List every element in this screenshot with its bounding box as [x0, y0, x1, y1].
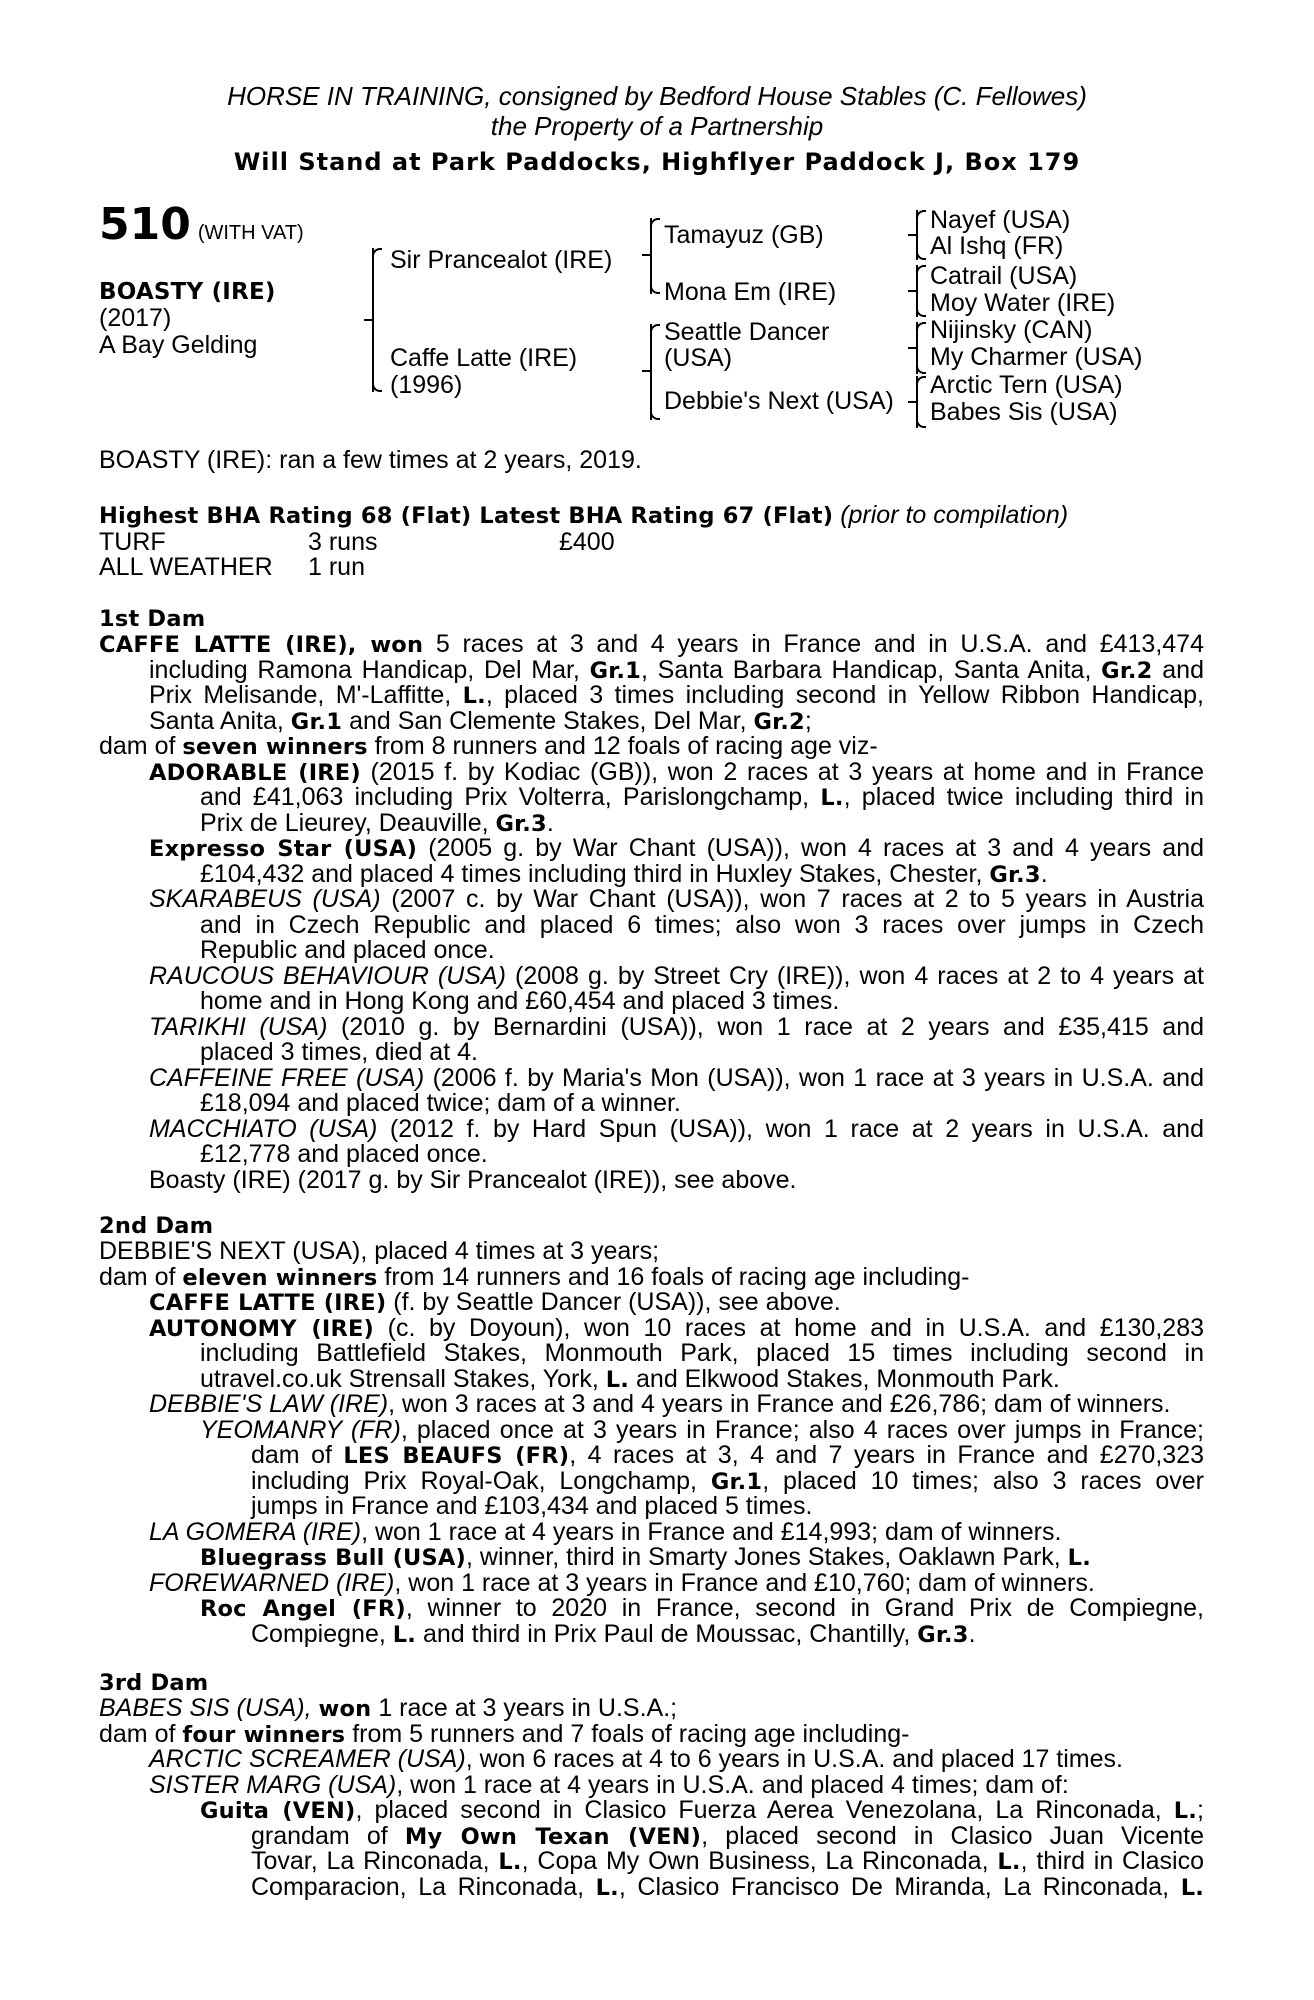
- offspring-line: [149, 1392, 1204, 1418]
- text-run: L.: [1067, 1545, 1091, 1571]
- first-dam-heading: 1st Dam: [99, 606, 206, 632]
- g-brace-3: [916, 322, 918, 374]
- dam-sire: Seattle Dancer: [664, 318, 830, 346]
- text-run: YEOMANRY (FR): [200, 1415, 401, 1444]
- text-run: Santa Anita,: [149, 706, 291, 735]
- text-run: , placed second in Clasico Fuerza Aerea Venezolana, La Rinconada,: [355, 1796, 1174, 1824]
- text-run: , third in Clasico: [1020, 1847, 1204, 1875]
- text-run: utravel.co.uk Strensall Stakes, York,: [200, 1364, 606, 1393]
- offspring-line: [251, 1494, 1204, 1520]
- text-run: £12,778 and placed once.: [200, 1140, 488, 1168]
- text-run: , Clasico Francisco De Miranda, La Rinconada,: [618, 1872, 1181, 1901]
- offspring-line: [149, 1012, 1205, 1041]
- property-line: the Property of a Partnership: [490, 111, 824, 141]
- text-run: DEBBIE'S NEXT (USA), placed 4 times at 3 years;: [99, 1237, 660, 1265]
- offspring-line: [200, 938, 1204, 964]
- offspring-line: [200, 1091, 1204, 1117]
- text-run: (f. by Seattle Dancer (USA)), see above.: [386, 1288, 841, 1316]
- text-run: , placed once at 3 years in France; also 4 races over jumps in France;: [400, 1415, 1204, 1444]
- offspring-line: [149, 1063, 1204, 1092]
- dam-year: (1996): [390, 371, 463, 399]
- offspring-line: [149, 1770, 1204, 1799]
- text-run: Gr.3: [495, 810, 547, 837]
- ratings-text: Highest BHA Rating 68 (Flat) Latest BHA Rating 67 (Flat): [99, 503, 834, 529]
- brace-notch: [908, 234, 916, 236]
- offspring-line: [200, 1415, 1204, 1444]
- text-run: .: [1040, 859, 1048, 888]
- lot-number: 510: [99, 199, 191, 250]
- g-brace-4: [916, 376, 918, 428]
- grandparent-4: Moy Water (IRE): [930, 289, 1116, 317]
- text-run: £104,432 and placed 4 times including third in Huxley Stakes, Chester,: [200, 859, 990, 888]
- text-run: Gr.2: [753, 708, 805, 735]
- text-run: (2010 g. by Bernardini (USA)), won 1 race at 2 years and £35,415 and: [327, 1012, 1205, 1041]
- text-run: Gr.1: [589, 657, 641, 684]
- text-run: AUTONOMY (IRE): [149, 1315, 375, 1342]
- text-run: L.: [820, 785, 844, 811]
- text-run: RAUCOUS BEHAVIOUR (USA): [149, 961, 506, 990]
- text-run: (c. by Doyoun), won 10 races at home and in U.S.A. and £130,283: [374, 1313, 1204, 1342]
- turf-label: TURF: [99, 528, 166, 556]
- text-run: jumps in France and £103,434 and placed 5 times.: [251, 1492, 813, 1520]
- aw-label: ALL WEATHER: [99, 553, 273, 581]
- sire-sire: Tamayuz (GB): [664, 221, 824, 249]
- text-run: dam of: [251, 1441, 344, 1469]
- grandparent-2: Al Ishq (FR): [930, 232, 1064, 260]
- text-run: , Copa My Own Business, La Rinconada,: [521, 1847, 998, 1875]
- dam-dam: Debbie's Next (USA): [664, 387, 894, 415]
- text-run: Prix de Lieurey, Deauville,: [200, 808, 496, 837]
- location-line: Will Stand at Park Paddocks, Highflyer Paddock J, Box 179: [233, 148, 1081, 176]
- text-run: Tovar, La Rinconada,: [251, 1847, 499, 1875]
- text-run: MACCHIATO (USA): [149, 1114, 378, 1143]
- offspring-line: [251, 1872, 1204, 1902]
- text-run: Gr.1: [710, 1468, 763, 1495]
- offspring-line: [149, 961, 1204, 990]
- text-run: from 5 runners and 7 foals of racing age including-: [345, 1719, 910, 1748]
- text-run: Expresso Star (USA): [149, 836, 418, 862]
- offspring-line: [149, 1114, 1204, 1143]
- text-run: L.: [605, 1366, 630, 1393]
- text-run: Prix Melisande, M'-Laffitte,: [149, 681, 463, 709]
- lot-number-block: [99, 199, 304, 250]
- horse-description: A Bay Gelding: [99, 331, 258, 359]
- sire-dam-brace: [372, 248, 374, 392]
- offspring-line: [149, 887, 1204, 913]
- text-run: placed 3 times, died at 4.: [200, 1038, 478, 1066]
- grandparent-3: Catrail (USA): [930, 262, 1078, 290]
- text-run: 1 race at 3 years in U.S.A.;: [371, 1694, 678, 1722]
- brace-notch: [364, 319, 372, 321]
- text-run: , won 1 race at 4 years in France and £14,993; dam of winners.: [361, 1517, 1062, 1546]
- text-run: including Battlefield Stakes, Monmouth Park, placed 15 times including second in: [200, 1339, 1204, 1367]
- sire: Sir Prancealot (IRE): [390, 246, 613, 274]
- text-run: L.: [595, 1874, 619, 1901]
- text-run: and in Czech Republic and placed 6 times; also won 3 races over jumps in Czech: [200, 910, 1204, 939]
- g-brace-1: [916, 210, 918, 260]
- second-dam-heading: 2nd Dam: [99, 1213, 214, 1239]
- offspring-line: [200, 989, 1204, 1015]
- offspring-line: [149, 1747, 1204, 1773]
- turf-earnings: £400: [559, 528, 615, 556]
- race-summary: BOASTY (IRE): ran a few times at 2 years, 2019.: [99, 446, 642, 474]
- text-run: Bluegrass Bull (USA): [200, 1545, 467, 1571]
- offspring-line: [149, 1165, 1204, 1194]
- text-run: , won 1 race at 4 years in U.S.A. and placed 4 times; dam of:: [396, 1770, 1069, 1799]
- text-run: Comparacion, La Rinconada,: [251, 1872, 596, 1901]
- text-run: Gr.3: [917, 1621, 969, 1648]
- text-run: LA GOMERA (IRE): [149, 1517, 362, 1546]
- text-run: CAFFE LATTE (IRE): [149, 1290, 387, 1316]
- third-dam-heading: 3rd Dam: [99, 1670, 209, 1696]
- text-run: , won 3 races at 3 and 4 years in France and £26,786; dam of winners.: [388, 1390, 1171, 1418]
- text-run: and San Clemente Stakes, Del Mar,: [342, 706, 754, 735]
- sire-dam: Mona Em (IRE): [664, 278, 837, 306]
- grandparent-7: Arctic Tern (USA): [930, 371, 1123, 399]
- text-run: L.: [498, 1849, 522, 1875]
- g-brace-2: [916, 265, 918, 317]
- dam-sire-country: (USA): [664, 344, 733, 372]
- text-run: DEBBIE'S LAW (IRE): [149, 1390, 389, 1418]
- bha-ratings: [99, 503, 1068, 530]
- text-run: four winners: [182, 1721, 346, 1748]
- grandparent-8: Babes Sis (USA): [930, 398, 1118, 426]
- text-run: Gr.2: [1101, 657, 1153, 684]
- text-run: , placed second in Clasico Juan Vicente: [701, 1821, 1204, 1850]
- text-run: LES BEAUFS (FR): [343, 1443, 570, 1469]
- text-run: £18,094 and placed twice; dam of a winner.: [200, 1089, 681, 1117]
- text-run: Compiegne,: [251, 1619, 393, 1648]
- text-run: ADORABLE (IRE): [149, 759, 361, 786]
- text-run: dam of: [99, 1262, 183, 1291]
- offspring-line: [251, 1619, 1204, 1649]
- text-run: (2007 c. by War Chant (USA)), won 7 races at 2 to 5 years in Austria: [380, 885, 1204, 913]
- text-run: Guita (VEN): [200, 1798, 356, 1824]
- aw-runs: 1 run: [308, 553, 365, 581]
- text-run: , won 1 race at 3 years in France and £10,760; dam of winners.: [394, 1568, 1095, 1597]
- vat-label: (WITH VAT): [197, 222, 304, 244]
- text-run: eleven winners: [182, 1264, 378, 1291]
- consignor-line: HORSE IN TRAINING, consigned by Bedford House Stables (C. Fellowes): [227, 81, 1087, 111]
- grandparent-5: Nijinsky (CAN): [930, 316, 1093, 344]
- text-run: seven winners: [182, 734, 368, 760]
- text-run: L.: [462, 683, 486, 709]
- brace-notch: [642, 370, 650, 372]
- ratings-note: (prior to compilation): [840, 501, 1069, 529]
- text-run: , placed 3 times including second in Yellow Ribbon Handicap,: [485, 681, 1204, 709]
- brace-notch: [908, 290, 916, 292]
- grandparent-6: My Charmer (USA): [930, 343, 1143, 371]
- text-run: , 4 races at 3, 4 and 7 years in France and £270,323: [569, 1441, 1204, 1469]
- text-run: L.: [997, 1849, 1021, 1875]
- text-run: L.: [1180, 1874, 1204, 1901]
- text-run: and £41,063 including Prix Volterra, Parislongchamp,: [200, 783, 821, 811]
- text-run: .: [968, 1619, 976, 1648]
- text-run: grandam of: [251, 1821, 405, 1850]
- turf-runs: 3 runs: [308, 528, 378, 556]
- text-run: Republic and placed once.: [200, 936, 495, 964]
- sire-brace: [650, 218, 652, 294]
- offspring-line: [200, 910, 1204, 939]
- offspring-line: [149, 1517, 1204, 1546]
- text-run: home and in Hong Kong and £60,454 and placed 3 times.: [200, 987, 840, 1015]
- grandparent-1: Nayef (USA): [930, 206, 1071, 234]
- text-run: BABES SIS (USA),: [99, 1694, 319, 1722]
- text-run: FOREWARNED (IRE): [149, 1568, 395, 1597]
- text-run: , winner to 2020 in France, second in Grand Prix de Compiegne,: [405, 1594, 1204, 1622]
- dam: Caffe Latte (IRE): [390, 344, 578, 372]
- text-run: including Prix Royal-Oak, Longchamp,: [251, 1466, 711, 1495]
- text-run: L.: [1173, 1798, 1198, 1824]
- text-run: , placed twice including third in: [843, 783, 1204, 811]
- offspring-line: [200, 1341, 1204, 1367]
- text-run: CAFFEINE FREE (USA): [149, 1063, 425, 1092]
- text-run: (2008 g. by Street Cry (IRE)), won 4 races at 2 to 4 years at: [505, 961, 1204, 990]
- text-run: TARIKHI (USA): [149, 1012, 328, 1041]
- offspring-line: [200, 1142, 1204, 1168]
- text-run: (2005 g. by War Chant (USA)), won 4 races at 3 and 4 years and: [417, 834, 1205, 862]
- text-run: from 14 runners and 16 foals of racing age including-: [377, 1262, 970, 1291]
- text-run: and third in Prix Paul de Moussac, Chantilly,: [416, 1619, 918, 1648]
- text-run: and Elkwood Stakes, Monmouth Park.: [629, 1364, 1060, 1393]
- text-run: , placed 10 times; also 3 races over: [762, 1466, 1204, 1495]
- dam-brace: [650, 324, 652, 420]
- text-run: 5 races at 3 and 4 years in France and in U.S.A. and £413,474: [423, 630, 1204, 658]
- text-run: Boasty (IRE) (2017 g. by Sir Prancealot (IRE)), see above.: [149, 1165, 797, 1194]
- horse-name: BOASTY (IRE): [99, 279, 276, 305]
- offspring-line: [200, 1040, 1204, 1066]
- brace-notch: [908, 401, 916, 403]
- text-run: (2012 f. by Hard Spun (USA)), won 1 race at 2 years in U.S.A. and: [377, 1114, 1204, 1143]
- text-run: , winner, third in Smarty Jones Stakes, Oaklawn Park,: [466, 1543, 1068, 1571]
- text-run: L.: [392, 1621, 417, 1648]
- text-run: SKARABEUS (USA): [149, 885, 381, 913]
- text-run: ;: [804, 706, 812, 735]
- text-run: ;: [1197, 1796, 1204, 1824]
- text-run: Gr.3: [989, 861, 1041, 888]
- text-run: dam of: [99, 1719, 183, 1748]
- text-run: and: [1152, 655, 1204, 684]
- text-run: dam of: [99, 732, 183, 760]
- text-run: (2015 f. by Kodiac (GB)), won 2 races at 3 years at home and in France: [360, 757, 1204, 786]
- text-run: Gr.1: [290, 708, 343, 735]
- text-run: Roc Angel (FR): [200, 1596, 406, 1622]
- text-run: from 8 runners and 12 foals of racing age viz-: [367, 732, 878, 760]
- text-run: , Santa Barbara Handicap, Santa Anita,: [640, 655, 1102, 684]
- brace-notch: [908, 347, 916, 349]
- text-run: (2006 f. by Maria's Mon (USA)), won 1 race at 3 years in U.S.A. and: [424, 1063, 1204, 1092]
- text-run: SISTER MARG (USA): [149, 1770, 397, 1799]
- brace-notch: [642, 254, 650, 256]
- second-dam-line: [99, 1239, 1204, 1265]
- foaling-year: (2017): [99, 304, 172, 332]
- text-run: , won 6 races at 4 to 6 years in U.S.A. and placed 17 times.: [465, 1745, 1123, 1773]
- text-run: ARCTIC SCREAMER (USA): [149, 1745, 466, 1773]
- text-run: .: [546, 808, 554, 837]
- offspring-line: [149, 1568, 1204, 1597]
- text-run: My Own Texan (VEN): [404, 1823, 702, 1850]
- text-run: including Ramona Handicap, Del Mar,: [149, 655, 590, 684]
- text-run: CAFFE LATTE (IRE), won: [99, 632, 424, 658]
- text-run: won: [318, 1696, 372, 1722]
